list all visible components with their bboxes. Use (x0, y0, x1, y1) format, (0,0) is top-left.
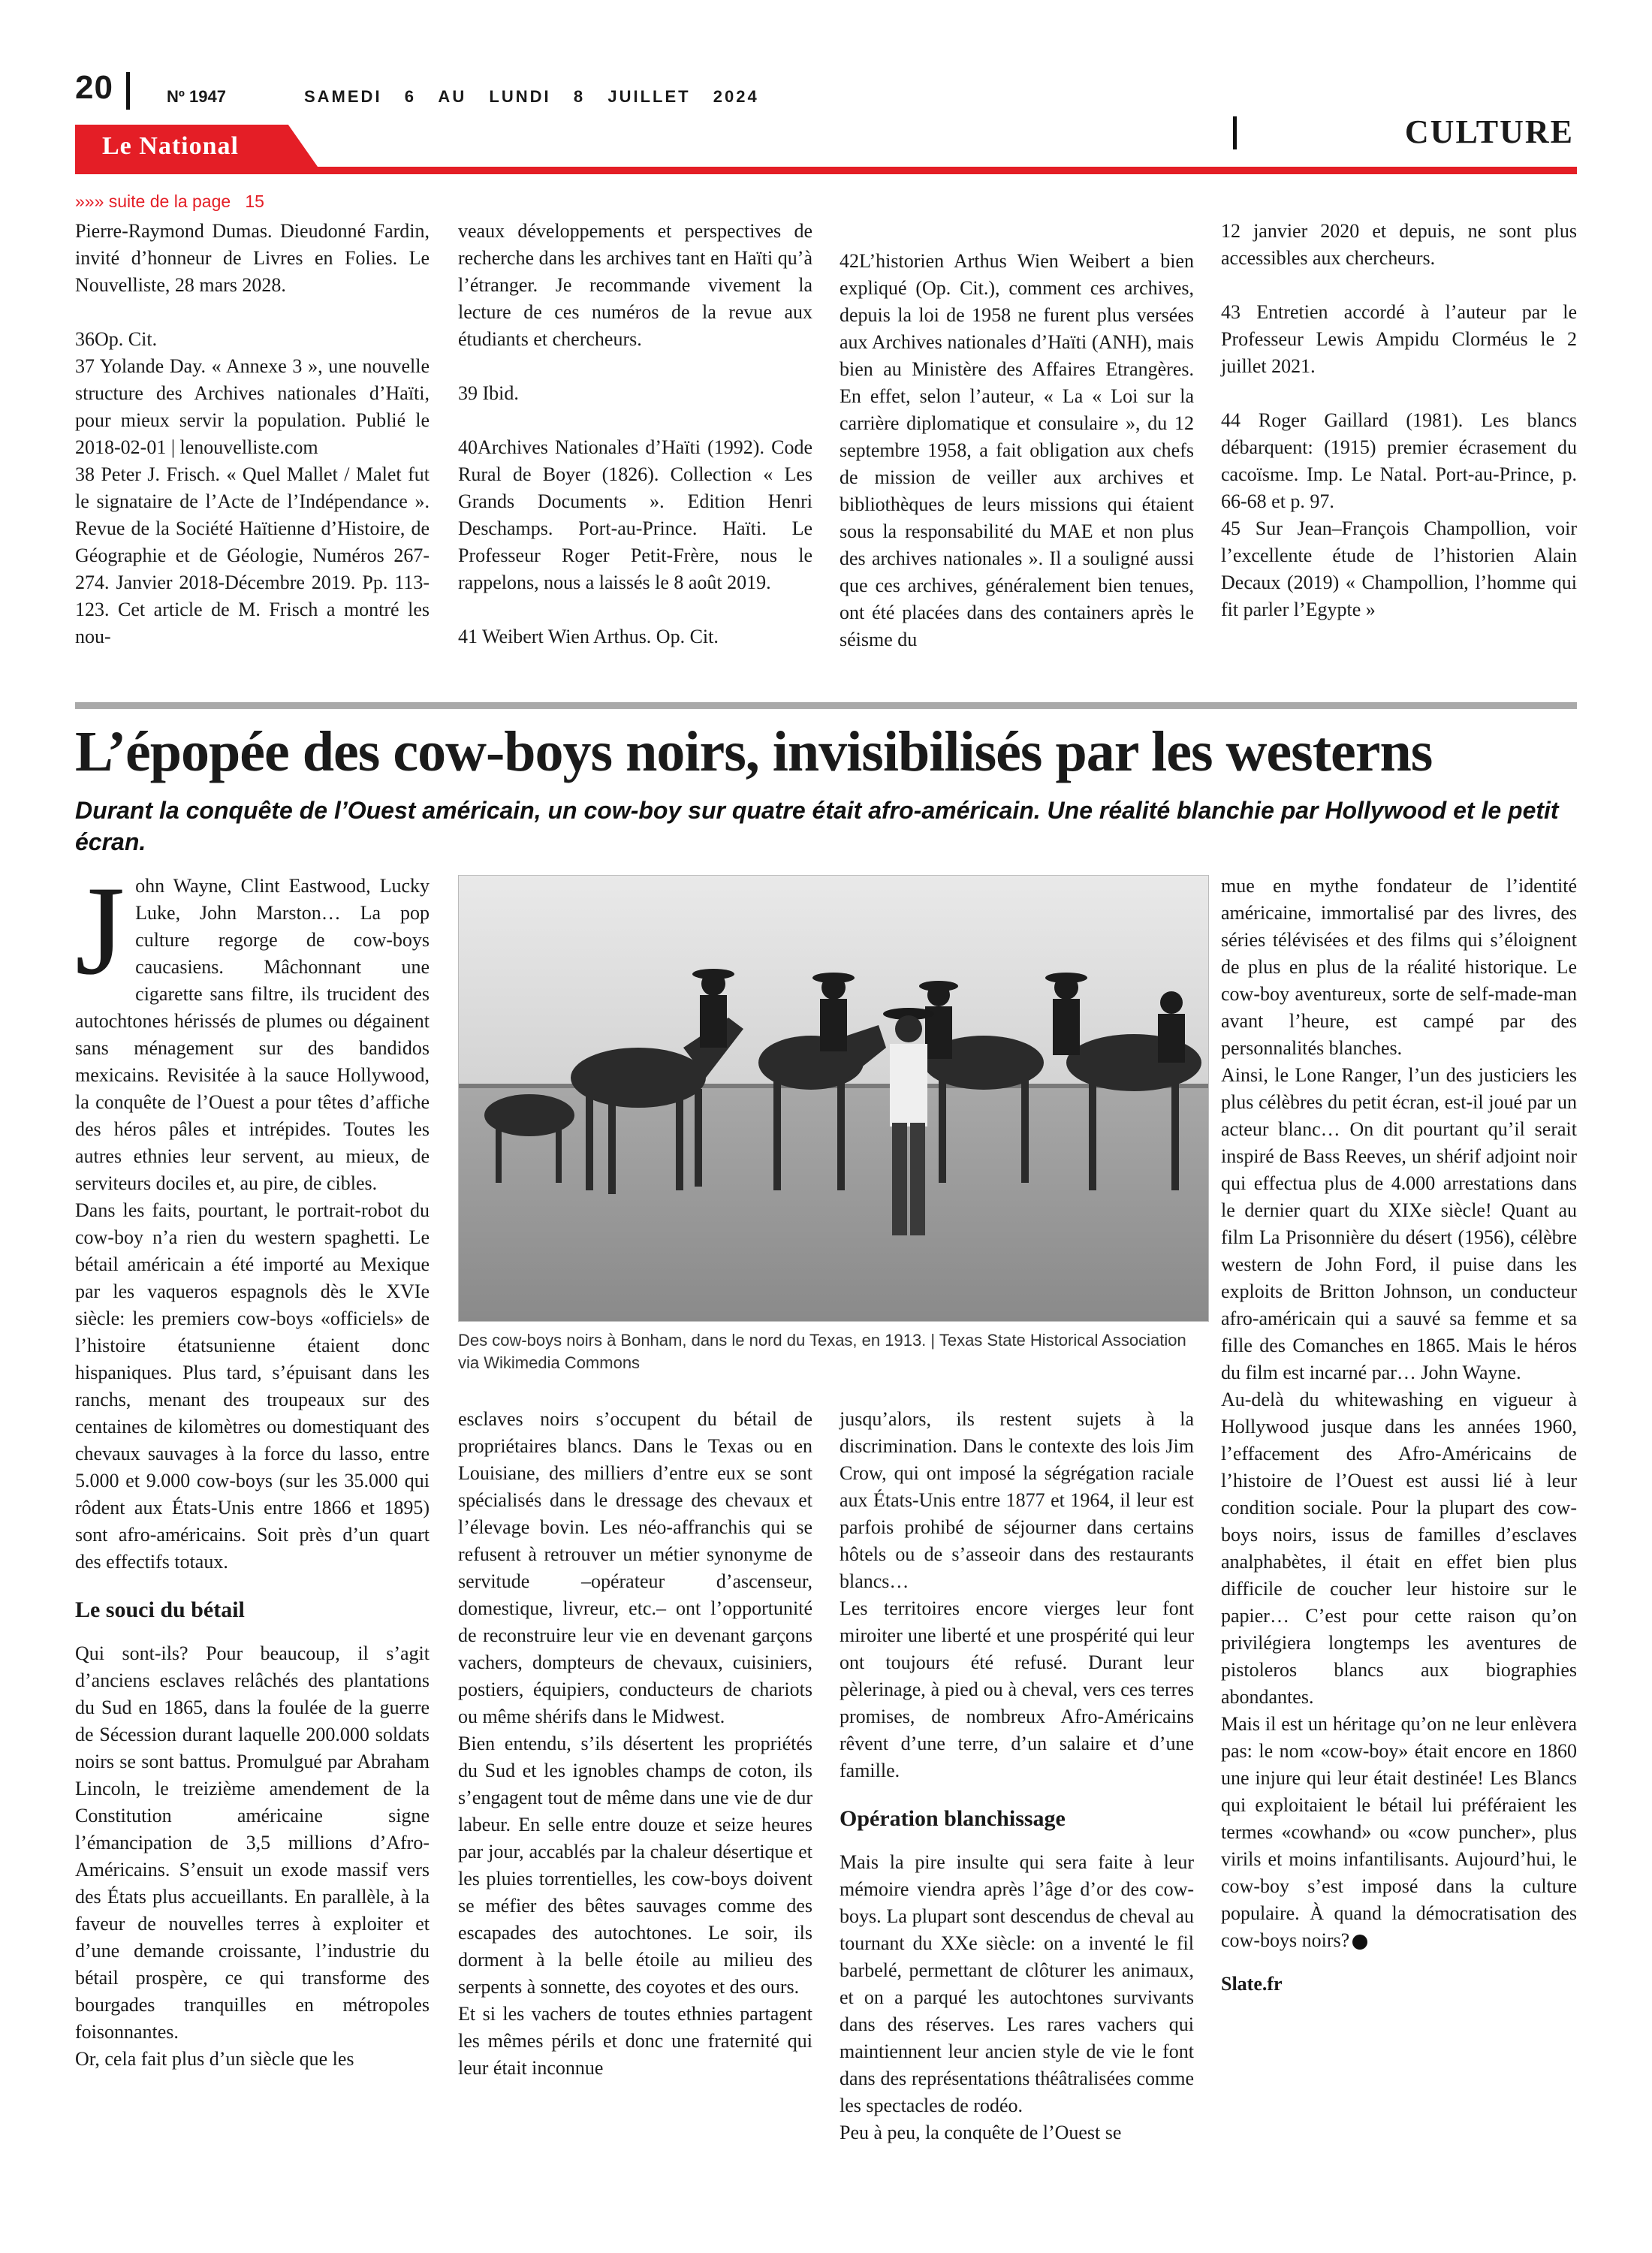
article-paragraph: Qui sont-ils? Pour beaucoup, il s’agit d’anciens esclaves relâchés des plantations du Sud en 1865, dans la foulée de la guerre de Sécession durant laquelle 200.000 soldats noirs se sont battus. Promulgué par Abraham Lincoln, le treizième amendement de la Constitution américaine signe l’émancipation de 3,5 millions d’Afro-Américains. S’ensuit un exode massif vers des États plus accueillants. En parallèle, à la faveur de nouvelles terres à exploiter et d’une demande croissante, l’industrie du bétail prospère, ce qui transforme des bourgades tranquilles en métropoles foisonnantes. (75, 1642, 430, 2043)
note-paragraph: veaux développements et perspectives de recherche dans les archives tant en Haïti qu’à l’étranger. Je recommande vivement la lecture de ces numéros de la revue aux étudiants et chercheurs. (458, 220, 812, 350)
article-paragraph: Les territoires encore vierges leur font miroiter une liberté et une prospérité qui leur ont toujours été refusé. Durant leur pèlerinage, à pied ou à cheval, vers ces terres promises, de nombreux Afro-Américains rêvent d’une terre, d’un salaire et d’une famille. (840, 1597, 1194, 1781)
note-paragraph: 44 Roger Gaillard (1981). Les blancs débarquent: (1915) premier écrasement du cacoïsme. Imp. Le Natal. Port-au-Prince, p. 66-68 et p. 97. (1221, 409, 1577, 512)
note-paragraph: 37 Yolande Day. « Annexe 3 », une nouvelle structure des Archives nationales d’Haïti, pour mieux servir la population. Publié le 2018-02-01 | lenouvelliste.com (75, 355, 430, 458)
notes-column-4 (1221, 218, 1577, 623)
article-paragraph: Bien entendu, s’ils désertent les propriétés du Sud et les ignobles champs de coton, ils s’engagent tout de même dans une vie de dur labeur. En selle entre douze et seize heures par jour, accablés par la chaleur désertique et les pluies torrentielles, les cow-boys doivent se méfier des bêtes sauvages comme des escapades des autochtones. Le soir, ils dorment à la belle étoile au milieu des serpents à sonnette, des coyotes et des ours. (458, 1733, 812, 1998)
article-paragraph: Peu à peu, la conquête de l’Ouest se (840, 2122, 1122, 2143)
note-paragraph: Pierre-Raymond Dumas. Dieudonné Fardin, invité d’honneur de Livres en Folies. Le Nouvelliste, 28 mars 2028. (75, 220, 430, 296)
article-column-3 (840, 1406, 1194, 2146)
drop-cap: J (75, 860, 125, 1001)
article-title: L’épopée des cow-boys noirs, invisibilisés par les westerns (75, 720, 1433, 783)
page-number-divider (126, 72, 130, 110)
section-title: CULTURE (1404, 113, 1574, 150)
article-paragraph: Or, cela fait plus d’un siècle que les (75, 2048, 354, 2070)
issue-date: SAMEDI 6 AU LUNDI 8 JUILLET 2024 (304, 87, 759, 106)
article-paragraph: Et si les vachers de toutes ethnies partagent les mêmes périls et donc une fraternité qui leur était inconnue (458, 2003, 812, 2079)
article-paragraph: Ainsi, le Lone Ranger, l’un des justiciers les plus célèbres du petit écran, est-il joué par un acteur blanc… On dit pourtant qu’il serait inspiré de Bass Reeves, un shérif adjoint noir qui effectua plus de 4.000 arrestations dans le dernier quart du XIXe siècle! Quant au film La Prisonnière du désert (1956), célèbre western de John Ford, il puise dans les exploits de Britton Johnson, un conducteur afro-américain qui a sauvé sa femme et sa fille des Comanches en 1865. Mais le héros du film est incarné par… John Wayne. (1221, 1064, 1577, 1383)
cowboys-photo-illustration (458, 875, 1209, 1322)
page-number: 20 (75, 69, 113, 106)
article-paragraph: Mais il est un héritage qu’on ne leur enlèvera pas: le nom «cow-boy» était encore en 1860 une injure qui leur était destinée! Les Blancs qui exploitaient le bétail lui préféraient les termes «cowhand» ou «cow puncher», plus virils et moins infantilisants. Aujourd’hui, le cow-boy s’est imposé dans la culture populaire. À quand la démocratisation des cow-boys noirs? (1221, 1713, 1577, 1951)
article-source: Slate.fr (1221, 1973, 1283, 1995)
photo-caption: Des cow-boys noirs à Bonham, dans le nord du Texas, en 1913. | Texas State Historical Association via Wikimedia Commons (458, 1331, 1186, 1372)
note-paragraph: 43 Entretien accordé à l’auteur par le Professeur Lewis Ampidu Clorméus le 2 juillet 2021. (1221, 301, 1577, 377)
article-column-1 (75, 860, 430, 2073)
article-column-2 (458, 1406, 812, 2082)
section-divider-rule (75, 702, 1577, 709)
note-paragraph: 45 Sur Jean–François Champollion, voir l’excellente étude de l’historien Alain Decaux (2019) « Champollion, l’homme qui fit parler l’Egypte » (1221, 517, 1577, 620)
note-paragraph: 41 Weibert Wien Arthus. Op. Cit. (458, 626, 719, 647)
notes-column-1 (75, 218, 430, 650)
article-paragraph: esclaves noirs s’occupent du bétail de propriétaires blancs. Dans le Texas ou en Louisiane, des milliers d’entre eux se sont spécialisés dans le dressage des chevaux et l’élevage bovin. Les néo-affranchis qui se refusent à retrouver un métier synonyme de servitude –opérateur d’ascenseur, domestique, livreur, etc.– ont l’opportunité de reconstruire leur vie en devenant garçons vachers, dompteurs de chevaux, cuisiniers, postiers, équipiers, conducteurs de chariots ou même shérifs dans le Midwest. (458, 1408, 812, 1727)
article-paragraph: Mais la pire insulte qui sera faite à leur mémoire viendra après l’âge d’or des cow-boys. La plupart sont descendus de cheval au tournant du XXe siècle: on a inventé le fil barbelé, permettant de clôturer les animaux, et on a parqué les autochtones survivants dans des réserves. Les rares vachers qui maintiennent leur ancien style de vie le font dans des représentations théâtralisées comme les spectacles de rodéo. (840, 1851, 1194, 2116)
article-paragraph: John Wayne, Clint Eastwood, Lucky Luke, John Marston… La pop culture regorge de cow-boys caucasiens. Mâchonnant une cigarette sans filtre, ils trucident des autochtones hérissés de plumes ou dégainent sans ménagement sur des bandidos mexicains. Revisitée à la sauce Hollywood, la conquête de l’Ouest a pour têtes d’affiche des héros pâles et intrépides. Toutes les autres ethnies leur servent, au mieux, de serviteurs dociles et, au pire, de cibles. (75, 860, 430, 1194)
note-paragraph: 12 janvier 2020 et depuis, ne sont plus accessibles aux chercheurs. (1221, 220, 1577, 269)
article-paragraph: Au-delà du whitewashing en vigueur à Hollywood jusque dans les années 1960, l’effacement des Afro-Américains de l’histoire de l’Ouest est aussi lié à leur condition sociale. Pour la plupart des cow-boys noirs, issus de familles d’esclaves analphabètes, il était en effet bien plus difficile de coucher leur histoire sur le papier… C’est pour cette raison qu’on privilégiera longtemps les aventures de pistoleros blancs aux biographies abondantes. (1221, 1389, 1577, 1708)
continued-from: »»» suite de la page 15 (75, 192, 264, 211)
subheading: Le souci du bétail (75, 1597, 245, 1622)
subheading: Opération blanchissage (840, 1806, 1066, 1831)
article-paragraph: jusqu’alors, ils restent sujets à la discrimination. Dans le contexte des lois Jim Crow, qui ont imposé la ségrégation raciale aux États-Unis entre 1877 et 1964, il leur est parfois prohibé de séjourner dans certains hôtels ou de s’asseoir dans des restaurants blancs… (840, 1408, 1194, 1592)
article-paragraph: mue en mythe fondateur de l’identité américaine, immortalisé par des livres, des séries télévisées et des films qui s’éloignent de plus en plus de la réalité historique. Le cow-boy aventureux, sorte de self-made-man avant l’heure, est campé par des personnalités blanches. (1221, 875, 1577, 1059)
note-paragraph: 36Op. Cit. (75, 328, 158, 350)
article-photo (458, 875, 1209, 1322)
article-lead: Durant la conquête de l’Ouest américain, un cow-boy sur quatre était afro-américain. Une réalité blanchie par Hollywood et le petit écran. (75, 797, 1559, 855)
brand-name: Le National (102, 132, 239, 160)
note-paragraph: 40Archives Nationales d’Haïti (1992). Code Rural de Boyer (1826). Collection « Les Grands Documents ». Edition Henri Deschamps. Port-au-Prince. Haïti. Le Professeur Roger Petit-Frère, nous le rappelons, nous a laissés le 8 août 2019. (458, 436, 812, 593)
end-of-article-icon (1352, 1935, 1367, 1950)
section-divider (1233, 116, 1237, 149)
issue-number: Nº 1947 (167, 87, 226, 106)
article-paragraph: Dans les faits, pourtant, le portrait-robot du cow-boy n’a rien du western spaghetti. Le bétail américain a été importé au Mexique par les vaqueros espagnols dès le XVIe siècle: les premiers cow-boys «officiels» de l’histoire étatsunienne étaient donc hispaniques. Plus tard, s’épuisant dans les ranchs, menant des troupeaux sur des centaines de kilomètres ou domestiquant des chevaux sauvages à la force du lasso, entre 5.000 et 9.000 cow-boys (sur les 35.000 qui rôdent aux États-Unis entre 1866 et 1895) sont afro-américains. Soit près d’un quart des effectifs totaux. (75, 1199, 430, 1573)
note-paragraph: 39 Ibid. (458, 382, 519, 404)
note-paragraph: 38 Peter J. Frisch. « Quel Mallet / Malet fut le signataire de l’Acte de l’Indépendance ». Revue de la Société Haïtienne d’Histoire, de Géographie et de Géologie, Numéros 267-274. Janvier 2018-Décembre 2019. Pp. 113-123. Cet article de M. Frisch a montré les nou- (75, 463, 430, 647)
notes-column-2 (458, 218, 812, 650)
article-column-4 (1221, 873, 1577, 1998)
notes-column-3 (840, 248, 1194, 653)
header-red-rule (75, 167, 1577, 174)
note-paragraph: 42L’historien Arthus Wien Weibert a bien expliqué (Op. Cit.), comment ces archives, depuis la loi de 1958 ne furent plus versées aux Archives nationales d’Haïti (ANH), mais bien au Ministère des Affaires Etrangères. En effet, selon l’auteur, « La « Loi sur la carrière diplomatique et consulaire », du 12 septembre 1958, a fait obligation aux chefs de mission de veiller aux archives et bibliothèques de leurs missions qui étaient sous la responsabilité du MAE et non plus des archives nationales ». Il a souligné aussi que ces archives, généralement bien tenues, ont été placées dans des containers après le séisme du (840, 250, 1194, 650)
